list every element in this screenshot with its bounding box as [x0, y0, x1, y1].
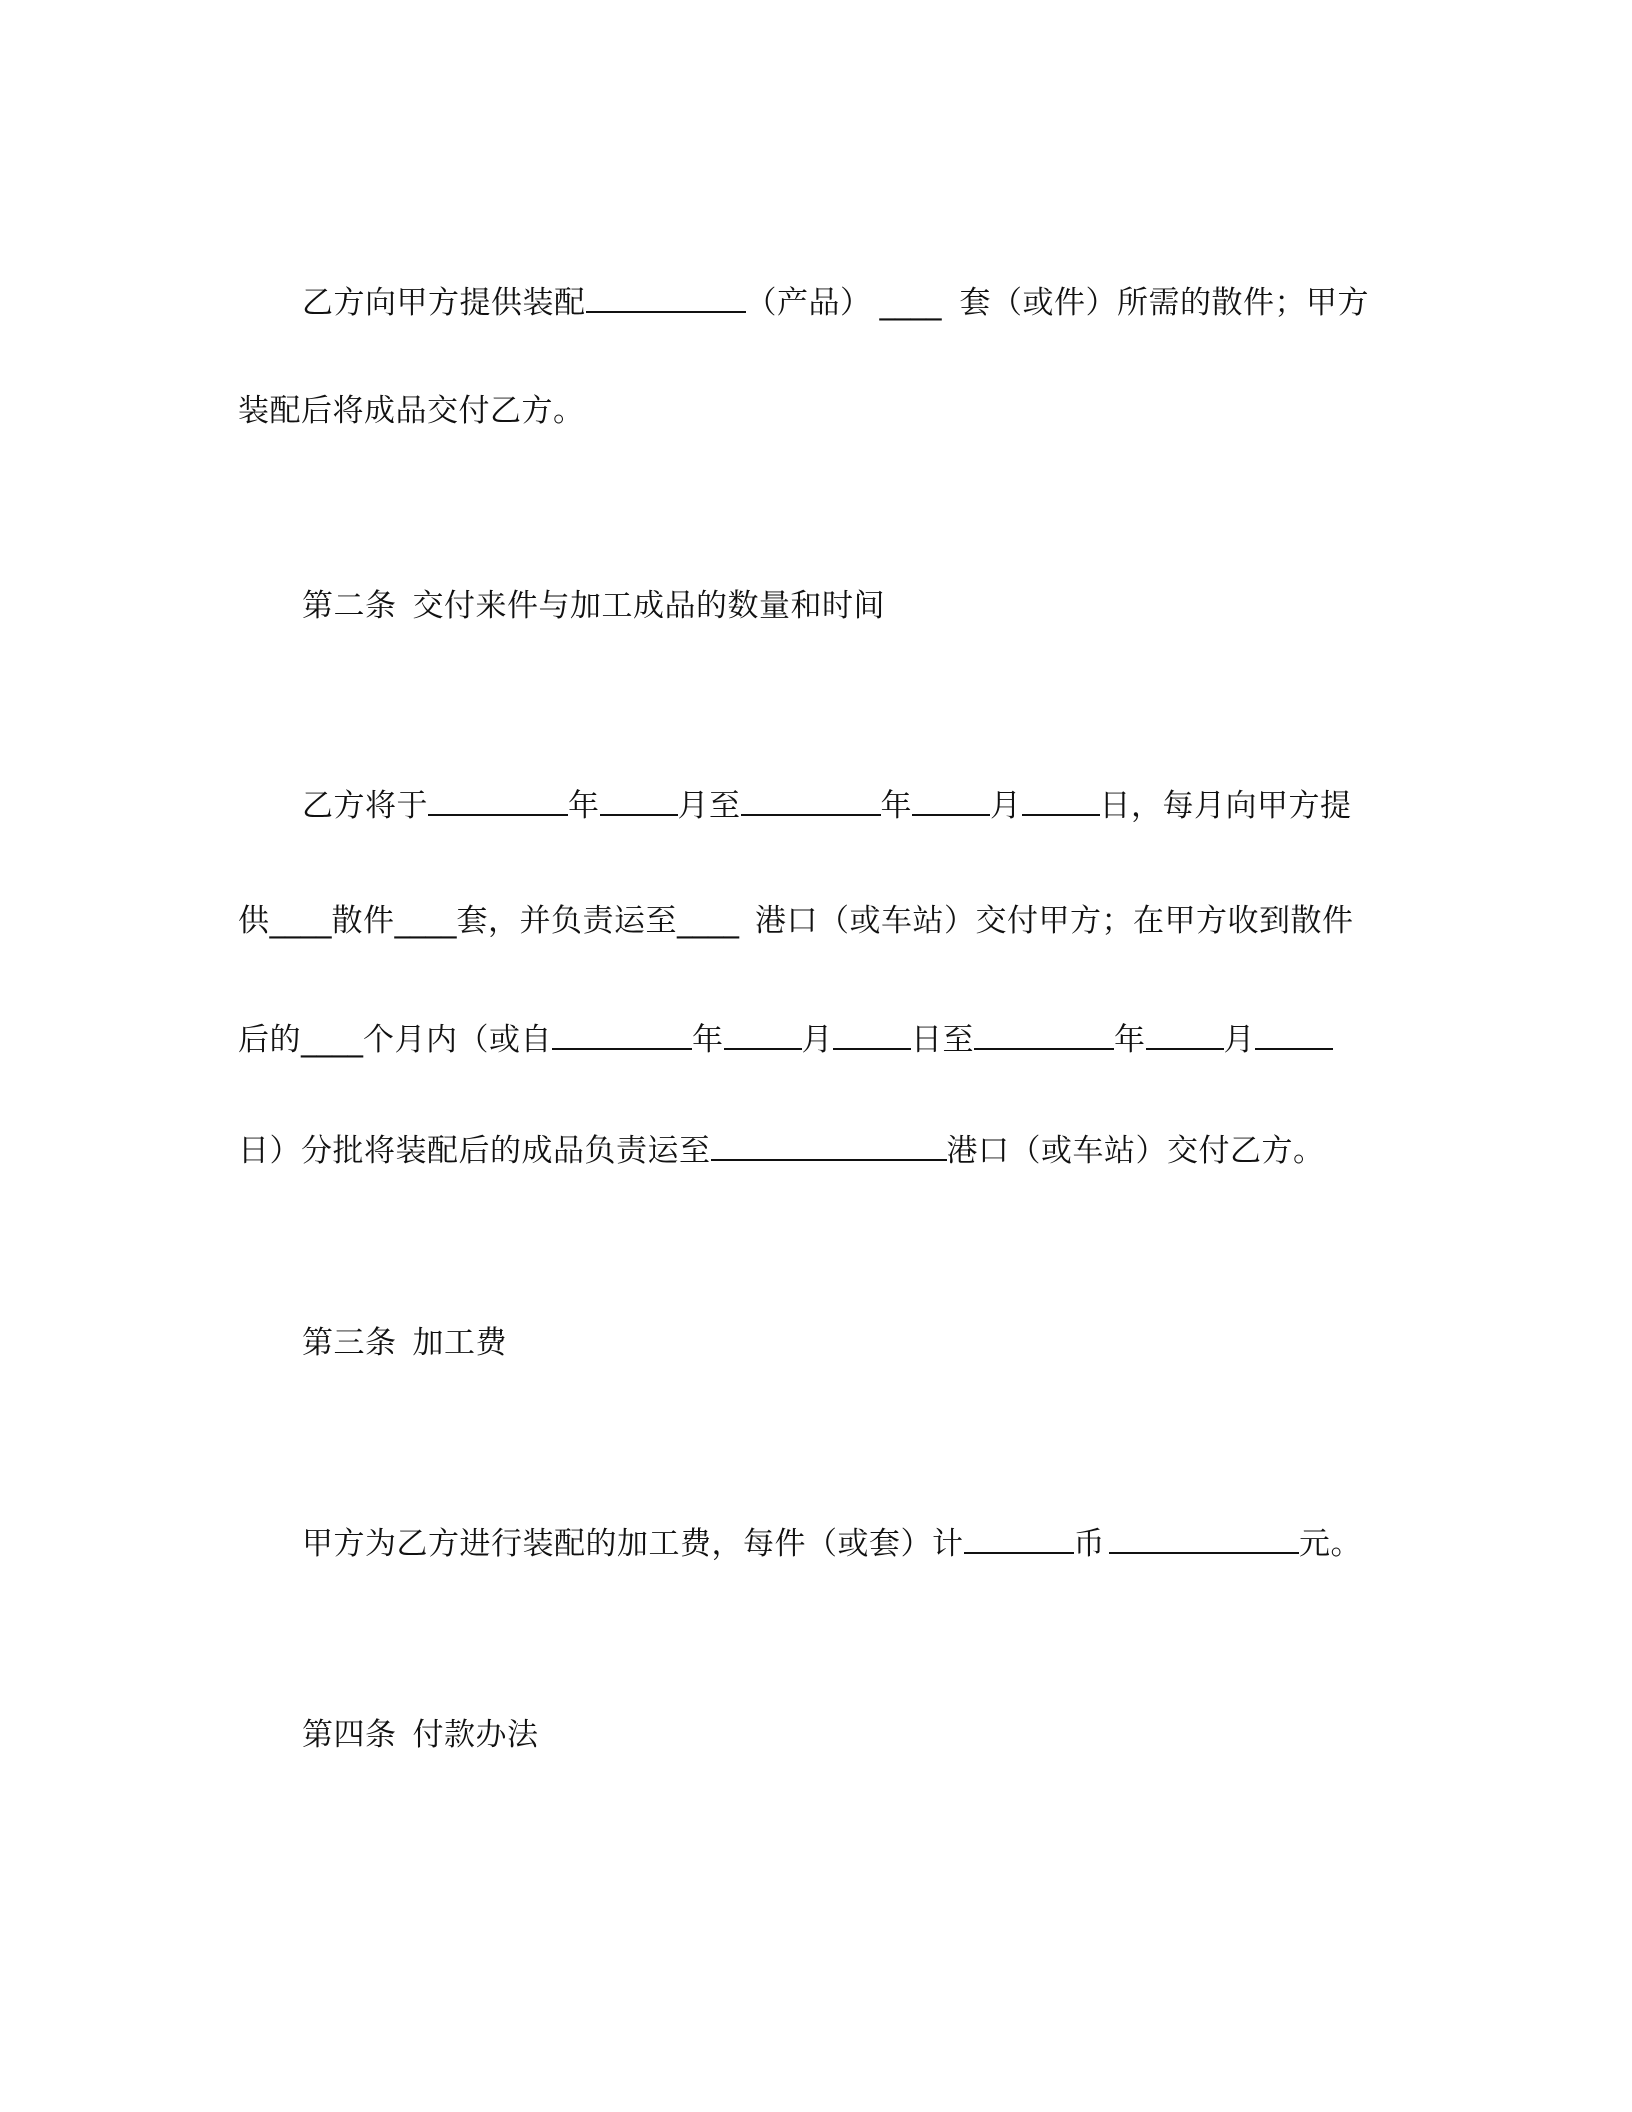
article2-line2 — [238, 903, 1354, 939]
text: 年 — [1114, 1022, 1146, 1058]
text: （产品） — [745, 285, 872, 321]
year-blank[interactable] — [741, 788, 881, 816]
quantity-blank[interactable]: ____ — [879, 285, 942, 321]
text: 年 — [692, 1022, 724, 1058]
text: 套，并负责运至 — [456, 903, 677, 939]
blank[interactable]: ____ — [394, 903, 457, 939]
text: 个月内（或自 — [363, 1022, 552, 1058]
heading-number: 第四条 — [302, 1717, 397, 1753]
heading-number: 第二条 — [302, 588, 397, 624]
heading-text: 付款办法 — [412, 1717, 539, 1753]
month-blank[interactable] — [600, 788, 678, 816]
article2-line4 — [238, 1133, 1325, 1167]
article3-heading — [302, 1325, 507, 1361]
article3-line1 — [302, 1526, 1362, 1560]
day-blank[interactable] — [833, 1022, 911, 1050]
text: 月 — [801, 1022, 833, 1058]
text: 日，每月向甲方提 — [1099, 788, 1352, 824]
blank[interactable]: ____ — [269, 903, 332, 939]
text: 供 — [238, 903, 270, 939]
month-blank[interactable] — [724, 1022, 802, 1050]
article2-line3 — [238, 1022, 1333, 1056]
article2-heading — [302, 588, 885, 624]
text: 币 — [1073, 1526, 1105, 1562]
text: 年 — [880, 788, 912, 824]
month-blank[interactable] — [912, 788, 990, 816]
text: 港口（或车站）交付乙方。 — [946, 1133, 1325, 1169]
text: 套（或件）所需的散件；甲方 — [959, 285, 1369, 321]
article1-line2 — [238, 393, 585, 429]
text: 月 — [1223, 1022, 1255, 1058]
blank[interactable]: ____ — [301, 1022, 363, 1058]
product-blank[interactable] — [586, 285, 746, 313]
year-blank[interactable] — [428, 788, 568, 816]
text: 乙方向甲方提供装配 — [302, 285, 586, 321]
day-blank[interactable] — [1022, 788, 1100, 816]
text: 日至 — [911, 1022, 974, 1058]
year-blank[interactable] — [552, 1022, 692, 1050]
text: 日）分批将装配后的成品负责运至 — [238, 1133, 711, 1169]
article1-line1 — [302, 285, 1369, 319]
text: 年 — [568, 788, 600, 824]
day-blank[interactable] — [1255, 1022, 1333, 1050]
text: 港口（或车站）交付甲方；在甲方收到散件 — [755, 903, 1354, 939]
article2-line1 — [302, 788, 1352, 822]
text: 月至 — [677, 788, 741, 824]
text: 月 — [990, 788, 1022, 824]
currency-blank[interactable] — [964, 1526, 1074, 1554]
text: 甲方为乙方进行装配的加工费，每件（或套）计 — [302, 1526, 964, 1562]
blank[interactable]: ____ — [677, 903, 739, 939]
port-blank[interactable] — [711, 1133, 947, 1161]
text: 散件 — [331, 903, 395, 939]
heading-text: 加工费 — [412, 1325, 507, 1361]
article4-heading — [302, 1717, 539, 1753]
text: 元。 — [1299, 1526, 1362, 1562]
heading-number: 第三条 — [302, 1325, 397, 1361]
month-blank[interactable] — [1146, 1022, 1224, 1050]
text: 后的 — [238, 1022, 301, 1058]
heading-text: 交付来件与加工成品的数量和时间 — [412, 588, 885, 624]
text: 乙方将于 — [302, 788, 428, 824]
year-blank[interactable] — [974, 1022, 1114, 1050]
text: 装配后将成品交付乙方。 — [238, 393, 585, 429]
amount-blank[interactable] — [1109, 1526, 1299, 1554]
